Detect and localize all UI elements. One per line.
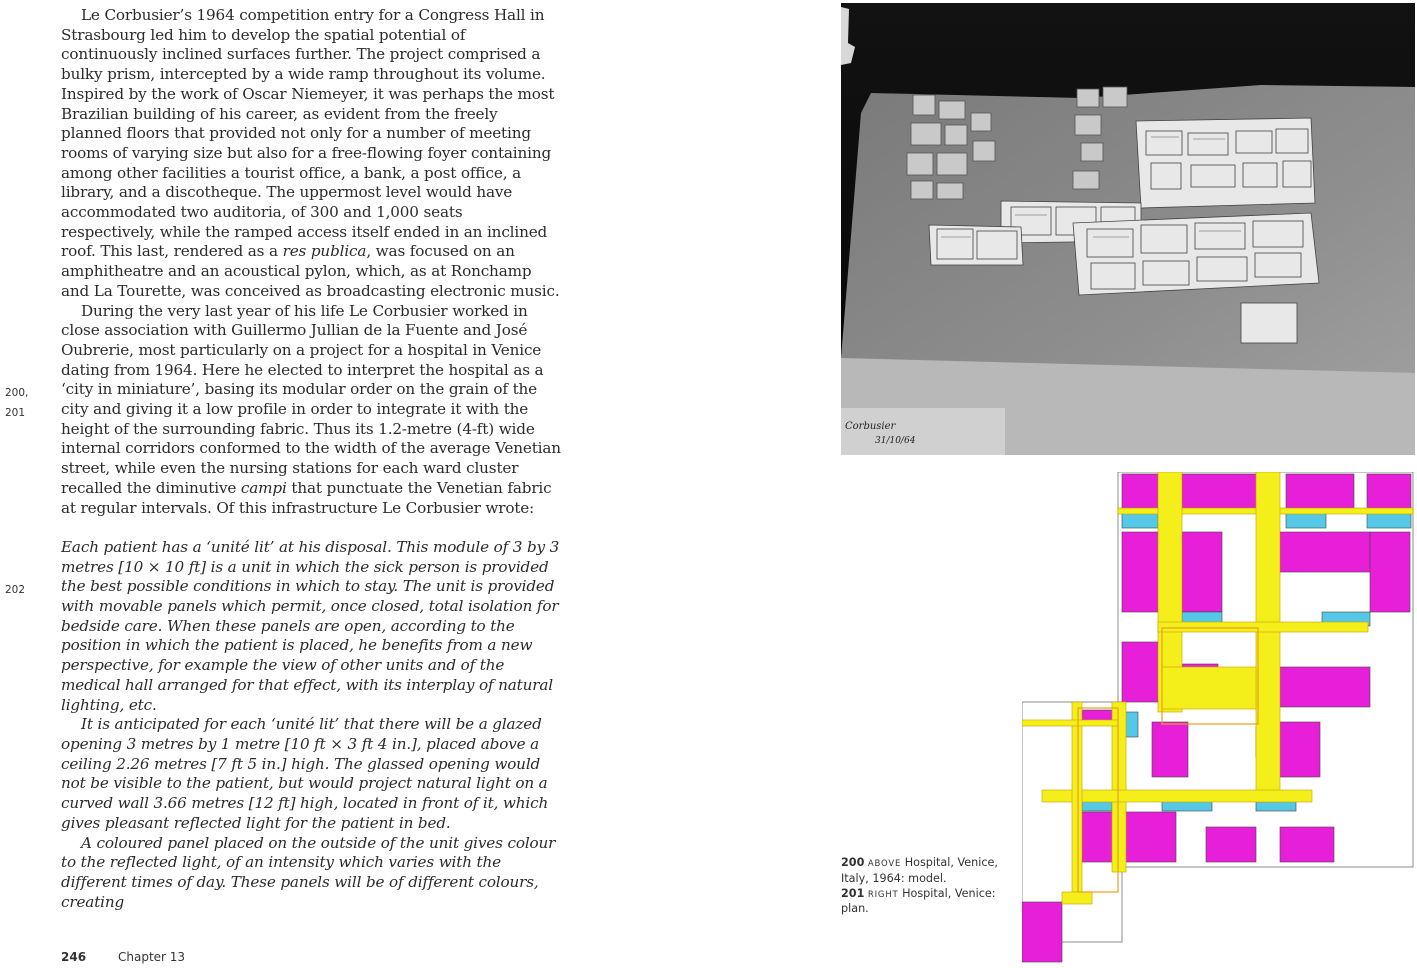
caption-200 (841, 856, 1021, 887)
chapter-label: Chapter 13 (118, 950, 186, 964)
photo-signature: Corbusier (845, 421, 896, 432)
page-number: 246 (61, 950, 87, 964)
paragraph-2-segment: that punctuate the Venetian fabric at regular intervals. Of this infrastructure Le Corbusier wrote: (61, 478, 552, 517)
paragraph-1-segment: Le Corbusier’s 1964 competition entry for a Congress Hall in Strasbourg led him to develop the spatial potential of continuously inclined surfaces further. The project comprised a bulky prism, intercepted by a wide ramp throughout its volume. Inspired by the work of Oscar Niemeyer, it was perhaps the most Brazilian building of his career, as evident from the freely planned floors that provided not only for a number of meeting rooms of varying size but also for a free-flowing foyer containing among other facilities a tourist office, a bank, a post office, a library, and a discotheque. The uppermost level would have accommodated two auditoria, of 300 and 1,000 seats respectively, while the ramped access itself ended in an inclined roof. This last, rendered as a (61, 6, 555, 261)
paragraph-1 (61, 6, 561, 302)
caption-201-number: 201 (841, 886, 865, 900)
model-photo-image (841, 3, 1415, 455)
paragraph-2 (61, 302, 561, 519)
caption-200-number: 200 (841, 856, 865, 869)
caption-201-text: Hospital, Venice: plan. (841, 886, 996, 916)
figure-caption (841, 856, 1021, 917)
photo-signature-date: 31/10/64 (875, 436, 916, 446)
hospital-model-photo (841, 3, 1415, 455)
hospital-plan-image (1022, 472, 1417, 964)
margin-figure-ref-200-201: 200, 201 (5, 387, 29, 419)
body-text (61, 6, 561, 912)
caption-201 (841, 887, 1021, 918)
caption-201-position: RIGHT (867, 889, 899, 900)
margin-figure-ref-202: 202 (5, 584, 26, 596)
hospital-plan-drawing (1022, 472, 1417, 964)
caption-200-position: ABOVE (867, 859, 902, 869)
caption-200-text: Hospital, Venice, Italy, 1964: model. (841, 856, 998, 885)
paragraph-1-segment: , was focused on an amphitheatre and an acoustical pylon, which, as at Ronchamp and La Tourette, was conceived as broadcasting electronic music. (61, 242, 560, 300)
paragraph-2-segment: During the very last year of his life Le Corbusier worked in close association with Guillermo Jullian de la Fuente and José Oubrerie, most particularly on a project for a hospital in Venice dating from 1964. Here he elected to interpret the hospital as a ‘city in miniature’, basing its modular order on the grain of the city and giving it a low profile in order to integrate it with the height of the surrounding fabric. Thus its 1.2-metre (4-ft) wide internal corridors conformed to the width of the average Venetian street, while even the nursing stations for each ward cluster recalled the diminutive (61, 301, 561, 497)
paragraph-1-segment: res publica (282, 242, 367, 261)
paragraph-2-segment: campi (240, 478, 287, 497)
quote-paragraph-1: Each patient has a ‘unité lit’ at his disposal. This module of 3 by 3 metres [10 × 10 ft] is a unit in which the sick person is provided the best possible conditions in which to stay. The unit is provided with movable panels which permit, once closed, total isolation for bedside care. When these panels are open, according to the position in which the patient is placed, he benefits from a new perspective, for example the view of other units and of the medical hall arranged for that effect, with its interplay of natural lighting, etc. (61, 537, 560, 714)
quote-paragraph-2: It is anticipated for each ‘unité lit’ that there will be a glazed opening 3 metres by 1 metre [10 ft × 3 ft 4 in.], placed above a ceiling 2.26 metres [7 ft 5 in.] high. The glassed opening would not be visible to the patient, but would project natural light on a curved wall 3.66 metres [12 ft] high, located in front of it, which gives pleasant reflected light for the patient in bed. (61, 715, 549, 832)
quote-paragraph-3: A coloured panel placed on the outside of the unit gives colour to the reflected light, of an intensity which varies with the different times of day. These panels will be of different colours, creating (61, 833, 556, 911)
